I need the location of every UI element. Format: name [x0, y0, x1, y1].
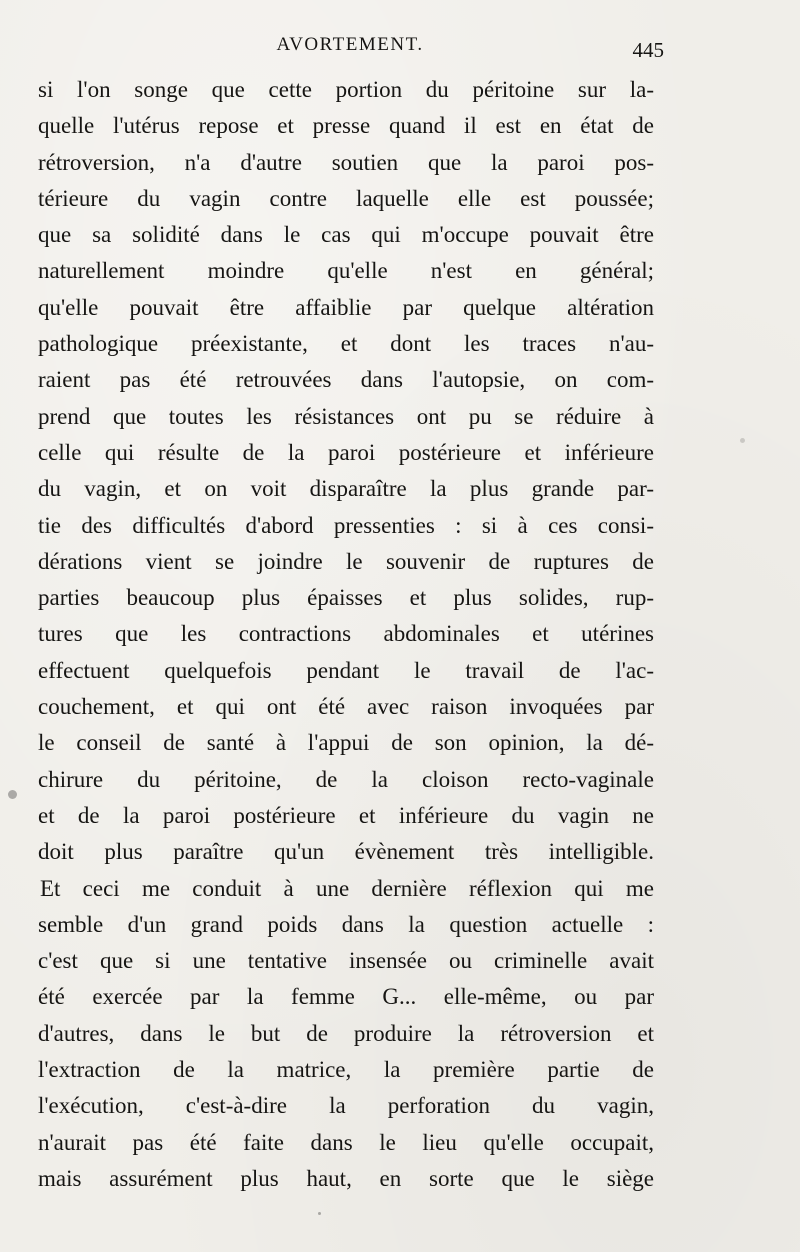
text-line: d'autres, dans le but de produire la rétroversion et — [38, 1020, 654, 1046]
paper-speck — [8, 790, 17, 799]
text-line: mais assurément plus haut, en sorte que le siège — [38, 1165, 654, 1191]
text-line: si l'on songe que cette portion du péritoine sur la- — [38, 77, 654, 102]
text-line: pathologique préexistante, et dont les traces n'au- — [38, 331, 654, 357]
text-line: raient pas été retrouvées dans l'autopsie, on com- — [38, 367, 654, 393]
text-line: et de la paroi postérieure et inférieure du vagin ne — [38, 802, 654, 828]
page-header — [40, 30, 664, 64]
text-line: rétroversion, n'a d'autre soutien que la paroi pos- — [38, 149, 654, 175]
paper-speck — [740, 438, 745, 443]
text-line: prend que toutes les résistances ont pu se réduire à — [38, 403, 654, 429]
text-line: celle qui résulte de la paroi postérieure et inférieure — [38, 439, 654, 465]
running-head: AVORTEMENT. — [276, 34, 424, 55]
text-line: l'extraction de la matrice, la première partie de — [38, 1057, 654, 1083]
text-line: tie des difficultés d'abord pressenties : si à ces consi- — [38, 512, 654, 538]
text-line: que sa solidité dans le cas qui m'occupe pouvait être — [38, 222, 654, 248]
text-line: naturellement moindre qu'elle n'est en général; — [38, 258, 654, 284]
text-line: chirure du péritoine, de la cloison recto-vaginale — [38, 766, 654, 792]
text-line: été exercée par la femme G... elle-même, ou par — [38, 984, 654, 1010]
body-text — [38, 72, 654, 1197]
text-line: effectuent quelquefois pendant le travail de l'ac- — [38, 657, 654, 683]
text-line: c'est que si une tentative insensée ou criminelle avait — [38, 948, 654, 974]
text-line: dérations vient se joindre le souvenir de ruptures de — [38, 548, 654, 574]
text-line: n'aurait pas été faite dans le lieu qu'elle occupait, — [38, 1129, 654, 1155]
text-line: tures que les contractions abdominales et utérines — [38, 621, 654, 647]
text-line: Et ceci me conduit à une dernière réflexion qui me — [40, 875, 654, 901]
text-line: térieure du vagin contre laquelle elle est poussée; — [38, 185, 654, 211]
text-line: qu'elle pouvait être affaiblie par quelque altération — [38, 294, 654, 320]
text-line: quelle l'utérus repose et presse quand il est en état de — [38, 113, 654, 139]
page-number: 445 — [632, 38, 664, 62]
paper-speck — [318, 1212, 321, 1215]
text-line: doit plus paraître qu'un évènement très intelligible. — [38, 839, 654, 865]
text-line: semble d'un grand poids dans la question actuelle : — [38, 911, 654, 937]
text-line: parties beaucoup plus épaisses et plus solides, rup- — [38, 585, 654, 611]
text-line: du vagin, et on voit disparaître la plus grande par- — [38, 476, 654, 502]
text-line: couchement, et qui ont été avec raison invoquées par — [38, 694, 654, 720]
text-line: l'exécution, c'est-à-dire la perforation du vagin, — [38, 1093, 654, 1119]
text-line: le conseil de santé à l'appui de son opinion, la dé- — [38, 730, 654, 756]
